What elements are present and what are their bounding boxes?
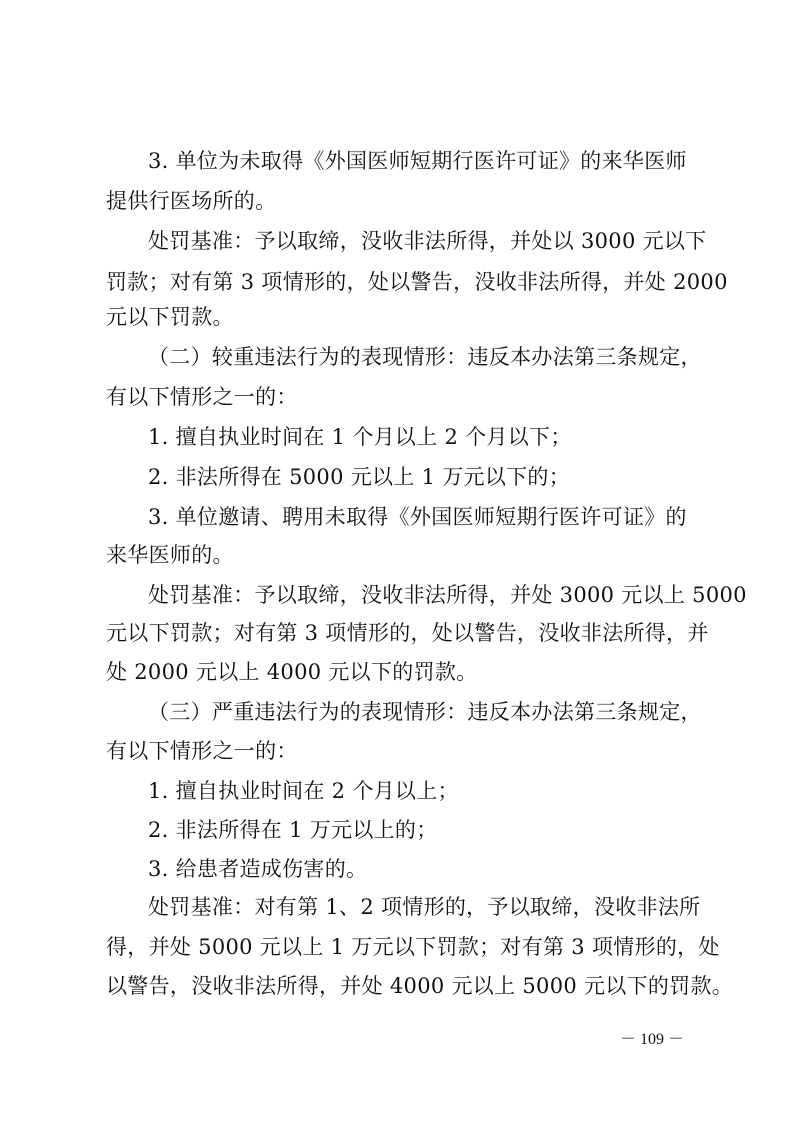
text-line: 元以下罚款。 [106,305,234,329]
text-line: 3. 单位邀请、聘用未取得《外国医师短期行医许可证》的 [148,505,687,529]
text-line: 3. 单位为未取得《外国医师短期行医许可证》的来华医师 [148,149,687,173]
text-line: 处罚基准：予以取缔，没收非法所得，并处以 3000 元以下 [148,229,707,253]
text-line: 处罚基准：对有第 1、2 项情形的，予以取缔，没收非法所 [148,895,701,919]
page-number: － 109 － [620,1031,685,1048]
text-line: 处 2000 元以上 4000 元以下的罚款。 [106,660,478,684]
text-line: 2. 非法所得在 1 万元以上的； [148,818,438,842]
text-line: 元以下罚款；对有第 3 项情形的，处以警告，没收非法所得，并 [106,621,709,645]
text-line: 1. 擅自执业时间在 2 个月以上； [148,779,459,803]
text-line: 提供行医场所的。 [106,189,277,213]
text-line: 以警告，没收非法所得，并处 4000 元以上 5000 元以下的罚款。 [106,974,734,998]
text-line: 3. 给患者造成伤害的。 [148,857,368,881]
text-line: （二）较重违法行为的表现情形：违反本办法第三条规定， [148,345,702,369]
text-line: 得，并处 5000 元以上 1 万元以下罚款；对有第 3 项情形的，处 [106,935,720,959]
text-line: 有以下情形之一的： [106,739,298,763]
text-line: 有以下情形之一的： [106,385,298,409]
text-line: 1. 擅自执业时间在 1 个月以上 2 个月以下； [148,425,572,449]
text-line: 来华医师的。 [106,543,234,567]
text-line: 2. 非法所得在 5000 元以上 1 万元以下的； [148,465,571,489]
text-line: 处罚基准：予以取缔，没收非法所得，并处 3000 元以上 5000 [148,583,747,607]
text-line: （三）严重违法行为的表现情形：违反本办法第三条规定， [148,700,702,724]
text-line: 罚款；对有第 3 项情形的，处以警告，没收非法所得，并处 2000 [106,270,728,294]
